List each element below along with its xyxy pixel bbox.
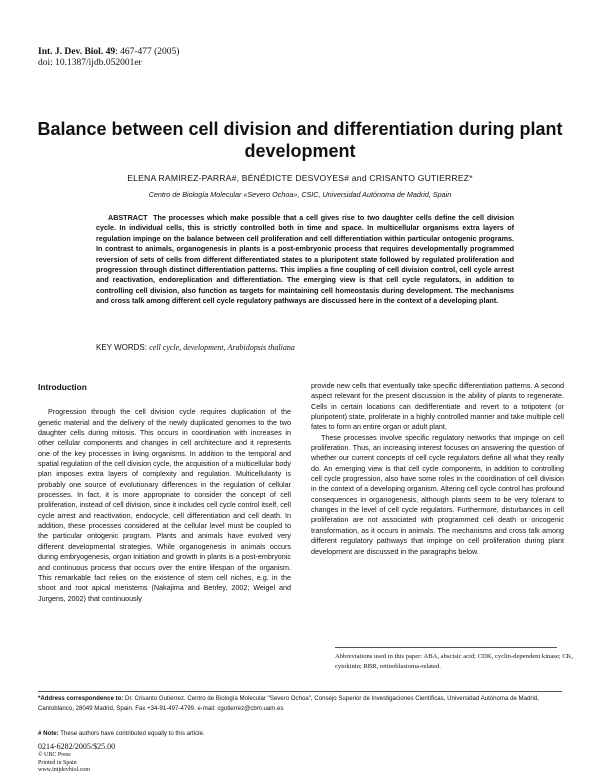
introduction-heading: Introduction	[38, 382, 87, 392]
right-column	[311, 381, 564, 557]
abstract	[96, 213, 514, 307]
author-note	[38, 730, 568, 737]
author-list: ELENA RAMIREZ-PARRA#, BÉNÉDICTE DESVOYES# and CRISANTO GUTIERREZ*	[127, 173, 473, 183]
journal-pages-year: : 467-477 (2005)	[115, 47, 180, 57]
abbreviations-footnote: Abbreviations used in this paper: ABA, abscisic acid; CDK, cyclin-dependent kinase; CK, cytokinin; RBR, retinoblastoma-related.	[335, 653, 574, 670]
correspondence-text: Dr. Crisanto Gutierrez. Centro de Biología Molecular "Severo Ochoa", Consejo Superior de Investigaciones Científicas, Universidad Autónoma de Madrid, Cantoblanco, 28049 Madrid, Spain. Fax +34-91-497-4799. e-mail: cgutierrez@cbm.uam.es	[38, 695, 539, 713]
correspondence-label: *Address correspondence to:	[38, 695, 124, 702]
title-line-1: Balance between cell division and differentiation during plant	[37, 119, 563, 139]
note-text: These authors have contributed equally to this article.	[60, 730, 205, 737]
left-column	[38, 382, 291, 604]
footnote-divider	[38, 691, 562, 692]
article-title	[30, 118, 570, 162]
printed-in: Printed in Spain	[38, 759, 77, 766]
abstract-label: ABSTRACT	[108, 213, 148, 222]
page-footer	[38, 742, 238, 775]
keywords-text: cell cycle, development, Arabidopsis thaliana	[149, 343, 295, 352]
abbreviations-divider	[335, 647, 557, 648]
journal-doi[interactable]: doi: 10.1387/ijdb.052001er	[38, 58, 142, 68]
keywords	[96, 343, 514, 352]
note-label: # Note:	[38, 730, 59, 737]
publisher: © UBC Press	[38, 752, 71, 758]
journal-citation	[38, 47, 179, 69]
intro-paragraph-2: provide new cells that eventually take specific differentiation patterns. A second aspect relevant for the present discussion is the ability of plants to regenerate. Cells in certain locations can dedifferentiate and revert to a totipotent (or pluripotent) state, proliferate in a highly controlled manner and take multiple cell fates to form an entire organ or adult plant.	[311, 381, 564, 432]
intro-paragraph-1: Progression through the cell division cycle requires duplication of the genetic material and the delivery of the newly duplicated genomes to the two daughter cells during mitosis. This occurs in coordination with increases in other cellular components and changes in cell architecture and it represents one of the key processes in living organisms. In addition to the temporal and spatial regulation of the cell division cycle, the acquisition of a multicellular body plan imposes extra layers of complexity and regulation. Multicellularity is probably one source of evolutionary differences in the regulation of cellular processes. In fact, it is more appropriate to consider the concept of cell proliferation, instead of cell division, since it includes cell cycle control itself, cell cycle arrest and reactivation, endocycle, cell differentiation and cell death. In addition, these processes considered at the cellular level must be coupled to the particular ontogenic program. Plants and animals have evolved very different developmental strategies. While organogenesis in animals occurs during embryogenesis, organ initiation and growth in plants is a post-embryonic and continuous process that occurs over the entire lifespan of the organism. This remarkable fact relies on the existence of stem cell niches, e.g. in the shoot and root apical meristems (Nakajima and Benfey, 2002; Weigel and Jurgens, 2002) that continuously	[38, 407, 291, 603]
title-line-2: development	[244, 141, 356, 161]
issn-price: 0214-6282/2005/$25.00	[38, 742, 116, 751]
author-affiliation: Centro de Biología Molecular «Severo Ochoa», CSIC, Universidad Autónoma de Madrid, Spain	[148, 190, 452, 199]
journal-url[interactable]: www.intjdevbiol.com	[38, 767, 90, 773]
intro-paragraph-3: These processes involve specific regulatory networks that impinge on cell proliferation. Thus, an increasing interest focuses on answering the question of whether our current concepts of cell cycle regulators define all what they really do. An emerging view is that cell cycle components, in addition to controlling cell cycle progression, also have some roles in the coordination of cell division in the context of a developing organism. Altering cell cycle control has profound consequences in organogenesis, although plants seem to be very tolerant to changes in the level of cell cycle regulators. Furthermore, disturbances in cell proliferation are not associated with programmed cell death or oncogenic transformation, as it occurs in animals. The mechanisms and cross talk among different regulatory pathways that impinge on cell proliferation during plant development are discussed in the paragraphs below.	[311, 432, 564, 556]
journal-name: Int. J. Dev. Biol.	[38, 47, 104, 57]
keywords-label: KEY WORDS:	[96, 343, 147, 352]
journal-volume: 49	[105, 47, 116, 57]
correspondence-footnote	[38, 694, 568, 715]
abstract-text: The processes which make possible that a cell gives rise to two daughter cells define the cell division cycle. In individual cells, this is strictly controlled both in time and space. In multicellular organisms extra layers of regulation impinge on the balance between cell proliferation and cell differentiation within particular ontogenic programs. In contrast to animals, organogenesis in plants is a post-embryonic process that requires developmentally programmed reversion of sets of cells from different differentiated states to a pluripotent state followed by regulated proliferation and progression through distinct differentiation patterns. This implies a fine coupling of cell division control, cell cycle arrest and reactivation, endoreplication and differentiation. The emerging view is that cell cycle regulators, in addition to controlling cell division, also function as targets for maintaining cell homeostasis during development. The mechanisms and cross talk among different cell cycle regulatory pathways are discussed here in the context of a developing plant.	[96, 213, 514, 306]
